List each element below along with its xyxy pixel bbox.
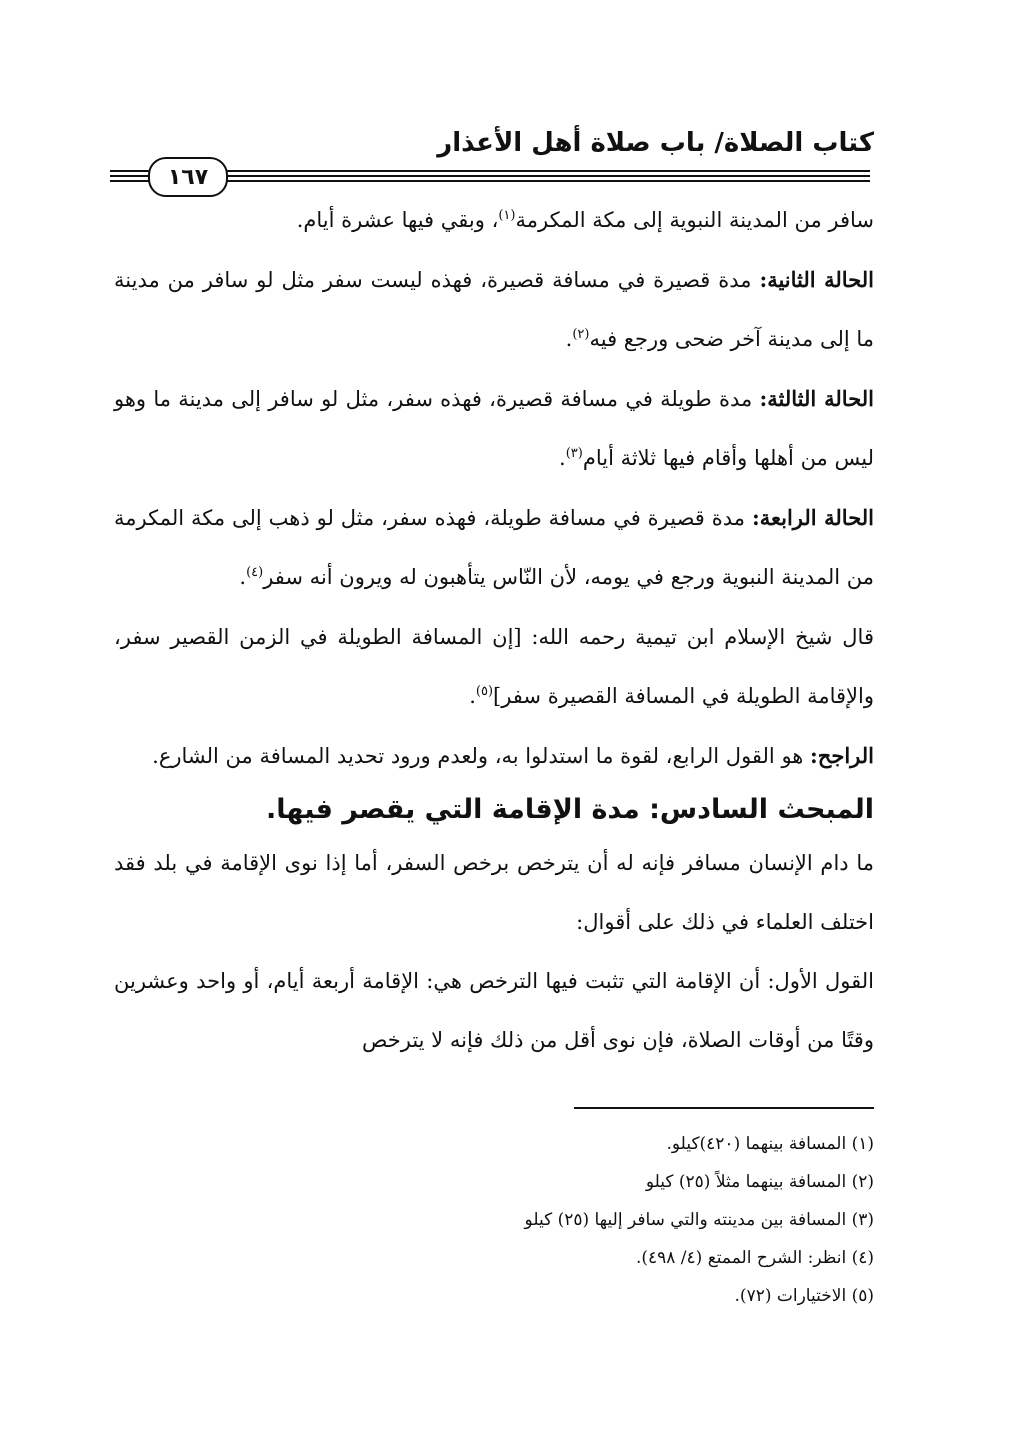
footnote-3: (٣) المسافة بين مدينته والتي سافر إليها (٢٥) كيلو <box>524 1210 874 1230</box>
footnote-1: (١) المسافة بينهما (٤٢٠)كيلو. <box>666 1134 874 1154</box>
footnote-5: (٥) الاختيارات (٧٢). <box>734 1286 874 1306</box>
footnotes <box>114 1125 874 1315</box>
footnote-rule <box>574 1107 874 1109</box>
paragraph-6: الراجح: هو القول الرابع، لقوة ما استدلوا به، ولعدم ورود تحديد المسافة من الشارع. <box>152 743 874 768</box>
paragraph-3: الحالة الثالثة: مدة طويلة في مسافة قصيرة، فهذه سفر، مثل لو سافر إلى مدينة ما وهو ليس من أهلها وأقام فيها ثلاثة أيام$^{(٣)}$. <box>114 386 874 470</box>
page-number: ١٦٧ <box>148 157 228 197</box>
main-text <box>114 190 874 1070</box>
paragraph-4: الحالة الرابعة: مدة قصيرة في مسافة طويلة، فهذه سفر، مثل لو ذهب إلى مكة المكرمة من المدينة النبوية ورجع في يومه، لأن النّاس يتأهبون له ويرون أنه سفر$^{(٤)}$. <box>114 505 874 589</box>
paragraph-1: سافر من المدينة النبوية إلى مكة المكرمة$^{(١)}$، وبقي فيها عشرة أيام. <box>296 208 874 232</box>
section-heading: المبحث السادس: مدة الإقامة التي يقصر فيها. <box>265 794 874 825</box>
paragraph-7: ما دام الإنسان مسافر فإنه له أن يترخص برخص السفر، أما إذا نوى الإقامة في بلد فقد اختلف العلماء في ذلك على أقوال: <box>114 851 874 934</box>
paragraph-2: الحالة الثانية: مدة قصيرة في مسافة قصيرة، فهذه ليست سفر مثل لو سافر من مدينة ما إلى مدينة آخر ضحى ورجع فيه$^{(٢)}$. <box>114 267 874 351</box>
running-header: كتاب الصلاة/ باب صلاة أهل الأعذار <box>437 128 874 158</box>
paragraph-8: القول الأول: أن الإقامة التي تثبت فيها الترخص هي: الإقامة أربعة أيام، أو واحد وعشرين وقتًا من أوقات الصلاة، فإن نوى أقل من ذلك فإنه لا يترخص <box>114 969 874 1052</box>
paragraph-5: قال شيخ الإسلام ابن تيمية رحمه الله: [إن المسافة الطويلة في الزمن القصير سفر، والإقامة الطويلة في المسافة القصيرة سفر]$^{(٥)}$. <box>114 625 874 708</box>
footnote-2: (٢) المسافة بينهما مثلاً (٢٥) كيلو <box>645 1172 874 1192</box>
footnote-4: (٤) انظر: الشرح الممتع (٤/ ٤٩٨). <box>635 1248 874 1268</box>
